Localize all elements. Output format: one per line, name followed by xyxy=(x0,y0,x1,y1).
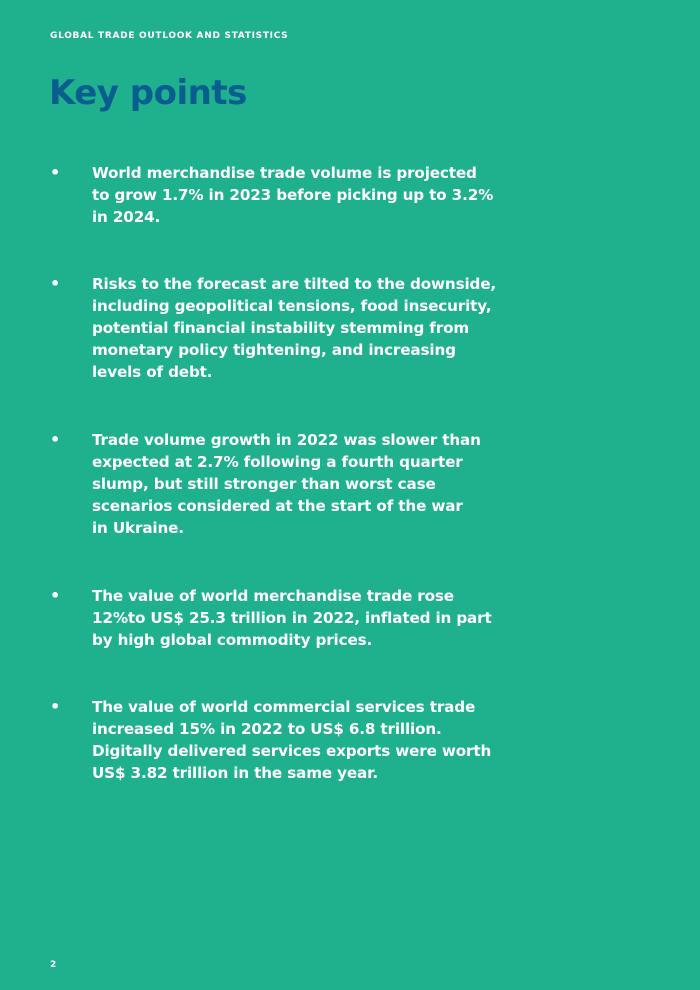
text-line: including geopolitical tensions, food insecurity, xyxy=(92,297,492,315)
text-line: Risks to the forecast are tilted to the downside, xyxy=(92,275,497,293)
text-line: levels of debt. xyxy=(92,363,213,381)
text-line: Trade volume growth in 2022 was slower than xyxy=(92,431,481,449)
text-line: Digitally delivered services exports were worth xyxy=(92,742,492,760)
text-line: expected at 2.7% following a fourth quarter xyxy=(92,453,463,471)
running-header: GLOBAL TRADE OUTLOOK AND STATISTICS xyxy=(50,31,289,41)
text-line: monetary policy tightening, and increasing xyxy=(92,341,456,359)
text-line: scenarios considered at the start of the war xyxy=(92,497,463,515)
text-line: 12%to US$ 25.3 trillion in 2022, inflated in part xyxy=(92,609,492,627)
bullet-icon: • xyxy=(50,586,61,605)
key-point-text xyxy=(92,585,512,651)
text-line: by high global commodity prices. xyxy=(92,631,373,649)
text-line: US$ 3.82 trillion in the same year. xyxy=(92,764,378,782)
bullet-icon: • xyxy=(50,163,61,182)
page-number: 2 xyxy=(50,960,57,970)
bullet-icon: • xyxy=(50,697,61,716)
bullet-icon: • xyxy=(50,430,61,449)
key-point-text xyxy=(92,273,512,383)
text-line: The value of world commercial services trade xyxy=(92,698,476,716)
page-title: Key points xyxy=(49,73,247,113)
text-line: slump, but still stronger than worst case xyxy=(92,475,436,493)
text-line: to grow 1.7% in 2023 before picking up to 3.2% xyxy=(92,186,494,204)
text-line: increased 15% in 2022 to US$ 6.8 trillion. xyxy=(92,720,442,738)
text-line: The value of world merchandise trade rose xyxy=(92,587,454,605)
text-line: potential financial instability stemming from xyxy=(92,319,470,337)
key-point-text xyxy=(92,162,512,228)
text-line: World merchandise trade volume is projected xyxy=(92,164,477,182)
key-point-text xyxy=(92,429,512,539)
bullet-icon: • xyxy=(50,274,61,293)
text-line: in Ukraine. xyxy=(92,519,184,537)
text-line: in 2024. xyxy=(92,208,161,226)
key-point-text xyxy=(92,696,512,784)
